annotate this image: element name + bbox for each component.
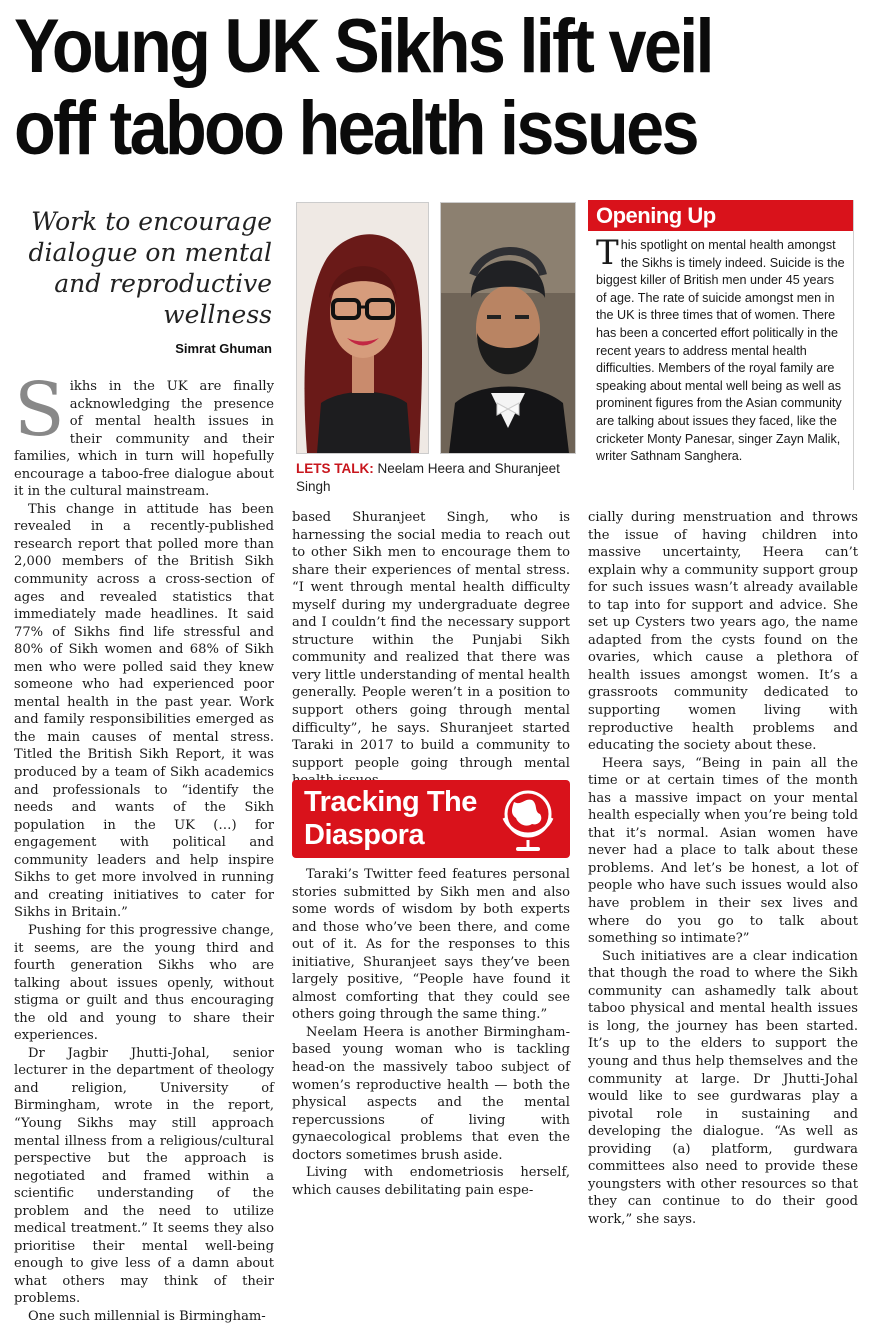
- col2-paragraph-2: Taraki’s Twitter feed features personal stories submitted by Sikh men and also some words of wisdom by both experts and those who’ve been there, and come out of it. As for the responses to this initiative, Shuranjeet says they’ve been largely positive, “People have found it almost comforting that they could see others going through the same thing.”: [292, 867, 570, 1023]
- article-column-3: [588, 509, 858, 1228]
- deck: Work to encourage dialogue on mental and reproductive wellness: [28, 207, 272, 329]
- col3-paragraph-3: Such initiatives are a clear indication that though the road to where the Sikh community can ashamedly talk about taboo physical and mental health issues is long, the journey has been started. It’s up to the elders to support the young and thus help themselves and the community at large. Dr Jhutti-Johal would like to see gurdwaras play a pivotal role in sustaining and developing the dialogue. “As well as providing (a) platform, gurdwara committees also need to provide these youngsters with other resources so that they can continue to do their good work,” she says.: [588, 948, 858, 1227]
- woman-portrait-icon: [297, 203, 428, 453]
- article-column-1: [14, 367, 274, 1326]
- col1-paragraph-1-text: ikhs in the UK are finally acknowledging the presence of mental health issues in their community and their families, which in turn will hopefully encourage a taboo-free dialogue about it in the cultural mainstream.: [14, 379, 274, 500]
- col2-paragraph-1: based Shuranjeet Singh, who is harnessing the social media to reach out to other Sikh men to encourage them to share their experiences of mental stress. “I went through mental health difficulty myself during my undergraduate degree and I couldn’t find the necessary support structure within the Punjabi Sikh community and realized that there was very little understanding of mental health generally. People weren’t in a position to support others going through mental difficulty”, he says. Shuranjeet started Taraki in 2017 to build a community to support people going through mental: [292, 510, 570, 771]
- caption-text: Neelam Heera and Shuranjeet Singh: [296, 461, 560, 494]
- tracking-line-1: Tracking The: [304, 786, 477, 818]
- col1-paragraph-3: Pushing for this progressive change, it seems, are the young third and fourth generation Sikhs who are talking about issues openly, without stigma or guilt and thus encouraging the old and young to share their experiences.: [14, 922, 274, 1044]
- sidebar-dropcap: T: [596, 233, 619, 273]
- man-in-turban-portrait-icon: [441, 203, 575, 453]
- tracking-banner-title: [304, 786, 477, 852]
- tracking-the-diaspora-banner: [292, 780, 570, 858]
- headline: [14, 6, 775, 170]
- globe-icon: [494, 784, 564, 854]
- col2-paragraph-3: Neelam Heera is another Birmingham-based young woman who is tackling head-on the massively taboo subject of women’s reproductive health — both the physical aspects and the mental repercussions of living with gynaecological problems that even the doctors sometimes brush aside.: [292, 1024, 570, 1163]
- headline-line-2: off taboo health issues: [14, 86, 697, 171]
- photo-shuranjeet-singh: [440, 202, 576, 454]
- sidebar-body: [588, 231, 853, 466]
- photo-neelam-heera: [296, 202, 429, 454]
- tracking-line-2: Diaspora: [304, 819, 425, 851]
- col1-paragraph-1: [14, 367, 274, 501]
- article-column-2-top: [292, 509, 570, 790]
- col1-paragraph-4: Dr Jagbir Jhutti-Johal, senior lecturer in the department of theology and religion, University of Birmingham, wrote in the report, “Young Sikhs may still approach mental illness from a religious/cultural perspective but the approach is negotiated and framed within a scientific understanding of the problem and the need to utilize medical treatment.” It seems they also prioritise their mental well-being enough to give less of a damn about what others may think of their problems.: [14, 1045, 274, 1307]
- article-dropcap: S: [14, 367, 65, 453]
- photo-caption: [296, 460, 580, 496]
- col3-paragraph-2: Heera says, “Being in pain all the time or at certain times of the month has a massive impact on your mental health especially when you’re being told that it’s normal. Asian women have never had a place to talk about these problems. And let’s be honest, a lot of people who have such issues would also have problem in their sex lives and where do you go to talk about something so intimate?”: [588, 755, 858, 947]
- article-column-2-bottom: [292, 866, 570, 1199]
- caption-kicker: LETS TALK:: [296, 461, 374, 476]
- sidebar-opening-up: [588, 200, 854, 490]
- sidebar-text: his spotlight on mental health amongst the Sikhs is timely indeed. Suicide is the biggest killer of British men under 45 years of age. The rate of suicide amongst men in the UK is three times that of women. There has been a concerted effort politically in the recent years to address mental health difficulties. Members of the royal family are speaking about mental well being as well as prominent figures from the Asian community are talking about issues they faced, like the cricketer Monty Panesar, singer Zayn Malik, writer Sathnam Sanghera.: [596, 238, 845, 464]
- col2-paragraph-4: Living with endometriosis herself, which causes debilitating pain espe-: [292, 1165, 570, 1198]
- sidebar-title: Opening Up: [588, 200, 853, 231]
- byline: Simrat Ghuman: [175, 341, 272, 356]
- col1-paragraph-5: One such millennial is Birmingham-: [28, 1308, 266, 1324]
- col1-paragraph-2: This change in attitude has been revealed in a recently-published research report that polled more than 2,000 members of the British Sikh community across a cross-section of ages and revealed statistics that immediately made headlines. It said 77% of Sikhs find life stressful and 80% of Sikh women and 68% of Sikh men who were polled said they knew someone who had experienced poor mental health in the past year. Work and family responsibilities emerged as the main causes of mental stress. Titled the British Sikh Report, it was produced by a team of Sikh academics and professionals to “identify the needs and wants of the Sikh population in the UK (…) for engagement with political and community leaders and help inspire Sikhs to get more involved in running and creating initiatives to cater for Sikhs in Britain.”: [14, 501, 274, 921]
- col3-paragraph-1: cially during menstruation and throws the issue of having children into massive uncertainty, Heera can’t explain why a community support group for such issues wasn’t already available to tap into for support and advice. She set up Cysters two years ago, the name adapted from the cysts found on the ovaries, which cause a plethora of health issues amongst women. It’s a grassroots community dedicated to supporting women living with reproductive health problems and educating the society about these.: [588, 510, 858, 754]
- headline-line-1: Young UK Sikhs lift veil: [14, 4, 712, 89]
